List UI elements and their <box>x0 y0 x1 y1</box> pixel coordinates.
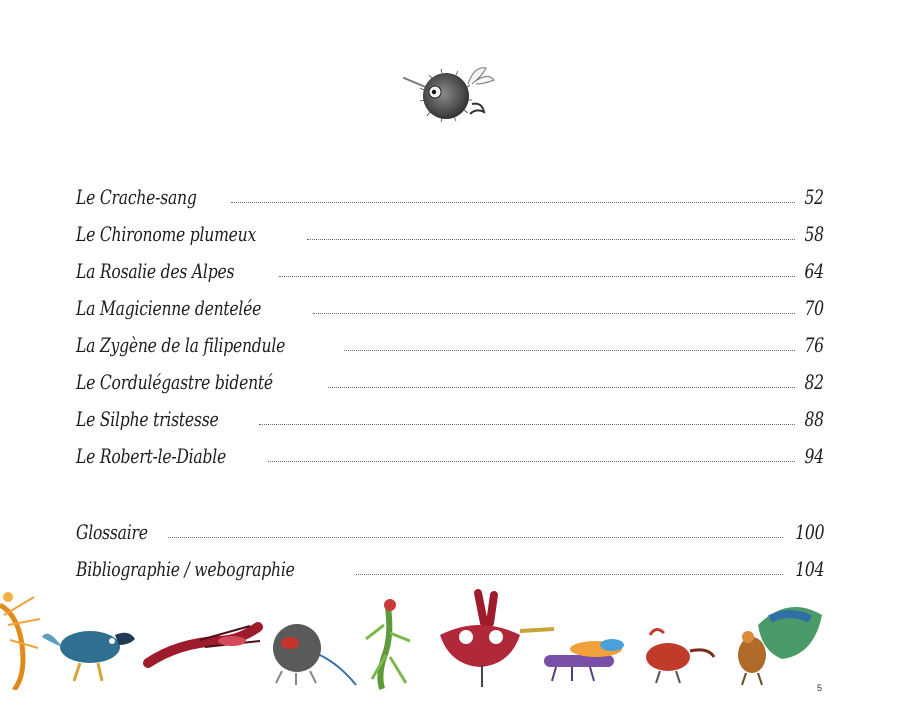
toc-entry-page: 100 <box>794 520 824 544</box>
toc-entry-page: 82 <box>804 370 824 394</box>
toc-entry-title: Bibliographie / webographie <box>76 557 295 581</box>
pink-rabbit-moth-illustration <box>440 593 554 687</box>
toc-entry-page: 76 <box>804 333 824 357</box>
toc-dot-leader <box>307 239 795 240</box>
toc-dot-leader <box>344 350 795 351</box>
flying-fuzzy-creature-illustration <box>398 60 498 130</box>
toc-dot-leader <box>313 313 795 314</box>
toc-entry[interactable] <box>76 394 824 431</box>
toc-entry[interactable] <box>76 507 824 544</box>
toc-entry-page: 94 <box>804 444 824 468</box>
toc-dot-leader <box>328 387 795 388</box>
toc-entry-title: Le Crache-sang <box>76 185 197 209</box>
toc-entry[interactable] <box>76 544 824 581</box>
blue-bird-creature-illustration <box>42 631 135 681</box>
toc-dot-leader <box>231 202 796 203</box>
fuzzy-grey-creature-illustration <box>273 624 356 685</box>
toc-dot-leader <box>356 574 782 575</box>
toc-entry[interactable] <box>76 246 824 283</box>
landscape-winged-creature-illustration <box>738 607 822 685</box>
toc-entry-title: Le Cordulégastre bidenté <box>76 370 273 394</box>
toc-entry-title: Glossaire <box>76 520 148 544</box>
toc-entry-title: La Zygène de la filipendule <box>76 333 286 357</box>
toc-entry-page: 88 <box>804 407 824 431</box>
toc-dot-leader <box>259 424 796 425</box>
red-bird-creature-illustration <box>646 629 714 683</box>
purple-dragonfly-illustration <box>544 639 624 681</box>
bestiary-insect-illustrations <box>0 585 900 690</box>
toc-dot-leader <box>279 276 795 277</box>
toc-entry-page: 104 <box>794 557 824 581</box>
toc-entry[interactable] <box>76 357 824 394</box>
toc-dot-leader <box>168 537 783 538</box>
toc-entry-title: Le Chironome plumeux <box>76 222 257 246</box>
toc-entry-page: 52 <box>804 185 824 209</box>
orange-insect-illustration <box>0 592 40 690</box>
toc-entry-page: 58 <box>804 222 824 246</box>
toc-entry[interactable] <box>76 283 824 320</box>
page-number: 5 <box>817 683 823 693</box>
toc-dot-leader <box>268 461 795 462</box>
toc-entry[interactable] <box>76 172 824 209</box>
toc-entry[interactable] <box>76 431 824 468</box>
toc-entry[interactable] <box>76 209 824 246</box>
toc-entry[interactable] <box>76 320 824 357</box>
toc-entry-title: La Rosalie des Alpes <box>76 259 235 283</box>
toc-entry-title: Le Silphe tristesse <box>76 407 219 431</box>
toc-entry-page: 70 <box>804 296 824 320</box>
toc-entry-page: 64 <box>804 259 824 283</box>
green-mantis-illustration <box>366 599 410 689</box>
table-of-contents <box>76 172 824 468</box>
red-longhorn-illustration <box>148 626 260 663</box>
toc-entry-title: Le Robert-le-Diable <box>76 444 226 468</box>
toc-entry-title: La Magicienne dentelée <box>76 296 262 320</box>
table-of-contents-appendix <box>76 507 824 581</box>
